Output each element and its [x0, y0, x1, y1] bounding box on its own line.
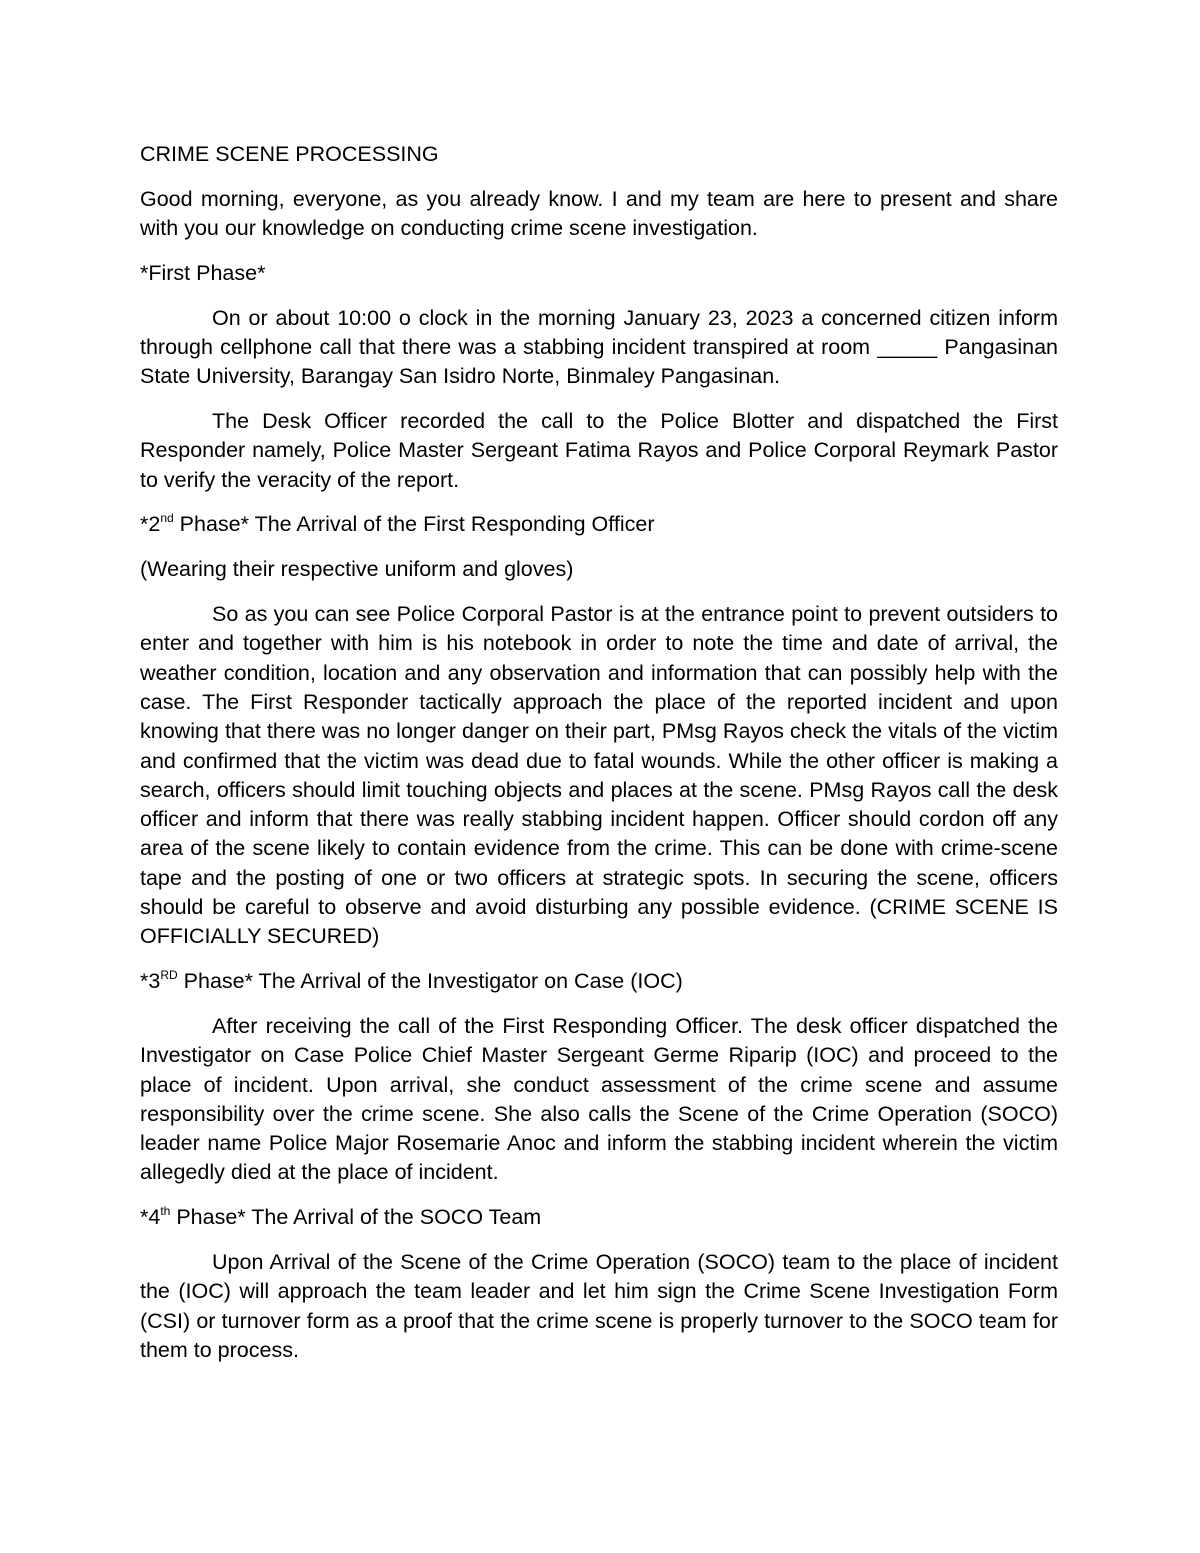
intro-paragraph: Good morning, everyone, as you already know. I and my team are here to present and share with you our knowledge on conducting crime scene investigation.	[140, 186, 1058, 241]
phase4-heading	[140, 1203, 1058, 1232]
document-page	[140, 140, 1058, 1381]
phase3-paragraph: After receiving the call of the First Responding Officer. The desk officer dispatched the Investigator on Case Police Chief Master Sergeant Germe Riparip (IOC) and proceed to the place of incident. Upon arrival, she conduct assessment of the crime scene and assume responsibility over the crime scene. She also calls the Scene of the Crime Operation (SOCO) leader name Police Major Rosemarie Anoc and inform the stabbing incident wherein the victim allegedly died at the place of incident.	[140, 1013, 1058, 1185]
phase1-para1-text-b: Pangasinan State University, Barangay San Isidro Norte, Binmaley Pangasinan.	[140, 334, 1058, 389]
phase2-heading-prefix: *2	[140, 512, 161, 537]
phase1-paragraph-2: The Desk Officer recorded the call to the Police Blotter and dispatched the First Responder namely, Police Master Sergeant Fatima Rayos and Police Corporal Reymark Pastor to verify the veracity of the report.	[140, 409, 1058, 492]
phase1-heading: *First Phase*	[140, 260, 266, 285]
phase3-heading-text: Phase* The Arrival of the Investigator on Case (IOC)	[177, 969, 683, 994]
phase1-paragraph-1	[140, 304, 1058, 392]
phase2-heading-text: Phase* The Arrival of the First Responding Officer	[173, 512, 655, 537]
phase2-paragraph: So as you can see Police Corporal Pastor is at the entrance point to prevent outsiders to enter and together with him is his notebook in order to note the time and date of arrival, the weather condition, location and any observation and information that can possibly help with the case. The First Responder tactically approach the place of the reported incident and upon knowing that there was no longer danger on their part, PMsg Rayos check the vitals of the victim and confirmed that the victim was dead due to fatal wounds. While the other officer is making a search, officers should limit touching objects and places at the scene. PMsg Rayos call the desk officer and inform that there was really stabbing incident happen. Officer should cordon off any area of the scene likely to contain evidence from the crime. This can be done with crime-scene tape and the posting of one or two officers at strategic spots. In securing the scene, officers should be careful to observe and avoid disturbing any possible evidence. (CRIME SCENE IS OFFICIALLY SECURED)	[140, 602, 1058, 949]
phase3-heading-prefix: *3	[140, 969, 161, 994]
document-title: CRIME SCENE PROCESSING	[140, 142, 439, 166]
phase1-para1-text-a: On or about 10:00 o clock in the morning January 23, 2023 a concerned citizen inform through cellphone call that there was a stabbing incident transpired at room	[140, 305, 1058, 359]
phase3-heading	[140, 967, 1058, 996]
phase3-heading-superscript: RD	[160, 968, 178, 983]
phase4-paragraph: Upon Arrival of the Scene of the Crime Operation (SOCO) team to the place of incident the (IOC) will approach the team leader and let him sign the Crime Scene Investigation Form (CSI) or turnover form as a proof that the crime scene is properly turnover to the SOCO team for them to process.	[140, 1250, 1058, 1362]
room-number-blank: _____	[877, 334, 938, 359]
phase4-heading-superscript: th	[160, 1204, 171, 1219]
phase2-heading	[140, 510, 1058, 539]
phase2-heading-superscript: nd	[160, 511, 174, 526]
phase4-heading-text: Phase* The Arrival of the SOCO Team	[170, 1205, 542, 1230]
phase4-heading-prefix: *4	[140, 1205, 161, 1230]
phase2-note: (Wearing their respective uniform and gloves)	[140, 557, 574, 582]
